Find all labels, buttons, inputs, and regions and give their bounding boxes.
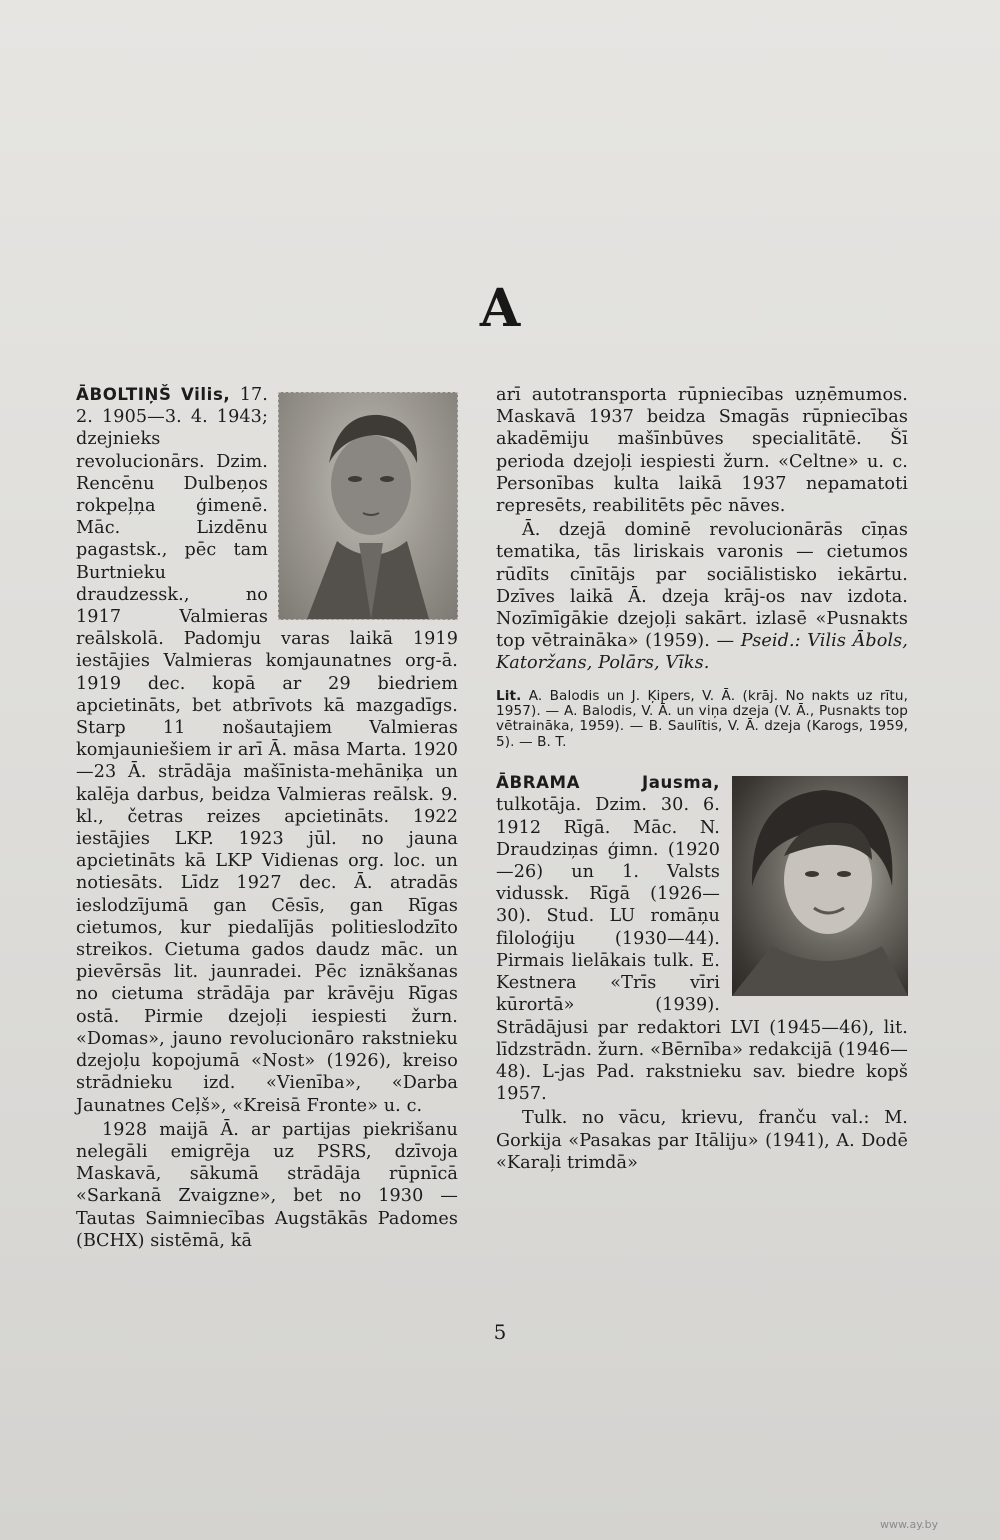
entry-aboltins-surname: ĀBOLTIŅŠ bbox=[76, 385, 172, 404]
entry-abrama-text-1: tulkotāja. Dzim. 30. 6. 1912 Rīgā. Māc. N. Draudziņas ģimn. (1920—26) un 1. Valsts vidussk. Rīgā (1926—30). Stud. LU romāņu filoloģiju (1930—44). Pirmais lielākais tulk. E. Kestnera «Trīs vīri kūrortā» (1939). Strādājusi par redaktori LVI (1945—46), lit. līdzstrādn. žurn. «Bērnība» redakcijā (1946—48). L-jas Pad. rakstnieku sav. biedre kopš 1957. bbox=[496, 795, 908, 1105]
entry-abrama-first-name: Jausma, bbox=[641, 773, 720, 793]
entry-aboltins-text-1: 17. 2. 1905—3. 4. 1943; dzejnieks revolucionārs. Dzim. Rencēnu Dulbeņos rokpeļņa ģimenē. Māc. Lizdēnu pagastsk., pēc tam Burtnieku draudzessk., no 1917 Valmieras reālskolā. Padomju varas laikā 1919 iestājies Valmieras komjaunatnes org-ā. 1919 dec. kopā ar 29 biedriem apcietināts, bet atbrīvots kā mazgadīgs. Starp 11 nošautajiem Valmieras komjauniešiem ir arī Ā. māsa Marta. 1920—23 Ā. strādāja mašīnista-mehāniķa un kalēja darbus, beidza Valmieras reālsk. 9. kl., četras reizes apcietināts. 1922 iestājies LKP. 1923 jūl. no jauna apcietināts kā LKP Vidienas org. loc. un notiesāts. Līdz 1927 dec. Ā. atradās ieslodzījumā gan Cēsīs, gan Rīgas cietumos, kur piedalījās politieslodzīto streikos. Cietuma gados daudz māc. un pievērsās lit. jaunradei. Pēc iznākšanas no cietuma strādāja par krāvēju Rīgas ostā. Pirmie dzejoļi iespiesti žurn. «Domas», jauno revolucionāro rakstnieku dzejoļu kopojumā «Nost» (1926), kreiso strādnieku izd. «Vienība», «Darba Jaunatnes Ceļš», «Kreisā Fronte» u. c. bbox=[76, 385, 458, 1116]
section-letter: A bbox=[479, 278, 521, 339]
entry-aboltins-pseudonyms: Pseid.: Vilis Ābols, Katoržans, Polārs, Vīks. bbox=[496, 631, 908, 674]
entry-aboltins-literature bbox=[496, 689, 908, 751]
entry-aboltins-para-3: arī autotransporta rūpniecības uzņēmumos. Maskavā 1937 beidza Smagās rūpniecības akadēmiju mašīnbūves specialitātē. Šī perioda dzejoļi iespiesti žurn. «Celtne» u. c. Personības kulta laikā 1937 nepamatoti represēts, reabilitēts pēc nāves. bbox=[496, 385, 908, 517]
right-column bbox=[496, 384, 908, 1174]
portrait-photo-abrama bbox=[732, 776, 908, 996]
entry-abrama-para-2: Tulk. no vācu, krievu, franču val.: M. Gorkija «Pasakas par Itāliju» (1941), A. Dodē «Karaļi trimdā» bbox=[496, 1108, 908, 1173]
entry-aboltins-text-4: Ā. dzejā dominē revolucionārās cīņas tematika, tās liriskais varonis — cietumos rūdīts cīnītājs par sociālistisko iekārtu. Dzīves laikā Ā. dzeja krāj-os nav izdota. Nozīmīgākie dzejoļi sakārt. izlasē «Pusnakts top vētrainākа» (1959). — bbox=[496, 520, 908, 652]
portrait-aboltins-icon bbox=[279, 393, 457, 619]
entry-aboltins-para-4 bbox=[496, 519, 908, 674]
entry-abrama-surname: ĀBRAMA bbox=[496, 773, 581, 793]
entry-aboltins-first-name: Vilis, bbox=[180, 385, 231, 404]
left-column bbox=[76, 384, 458, 1252]
portrait-abrama-icon bbox=[732, 776, 908, 996]
literature-label: Lit. bbox=[496, 687, 522, 704]
page-number: 5 bbox=[493, 1320, 507, 1344]
literature-text: A. Balodis un J. Ķipers, V. Ā. (krāj. No nakts uz rītu, 1957). — A. Balodis, V. Ā. un viņa dzeja (V. Ā., Pusnakts top vētrainākа, 1959). — B. Saulītis, V. Ā. dzeja (Karogs, 1959, 5). — B. T. bbox=[496, 687, 908, 750]
entry-aboltins-para-2: 1928 maijā Ā. ar partijas piekrišanu nelegāli emigrēja uz PSRS, dzīvoja Maskavā, sākumā strādāja rūpnīcā «Sarkanā Zvaigzne», bet no 1930 — Tautas Saimniecības Augstākās Padomes (ВСНХ) sistēmā, kā bbox=[76, 1119, 458, 1251]
watermark: www.ay.by bbox=[880, 1518, 939, 1531]
portrait-photo-aboltins bbox=[278, 392, 458, 620]
